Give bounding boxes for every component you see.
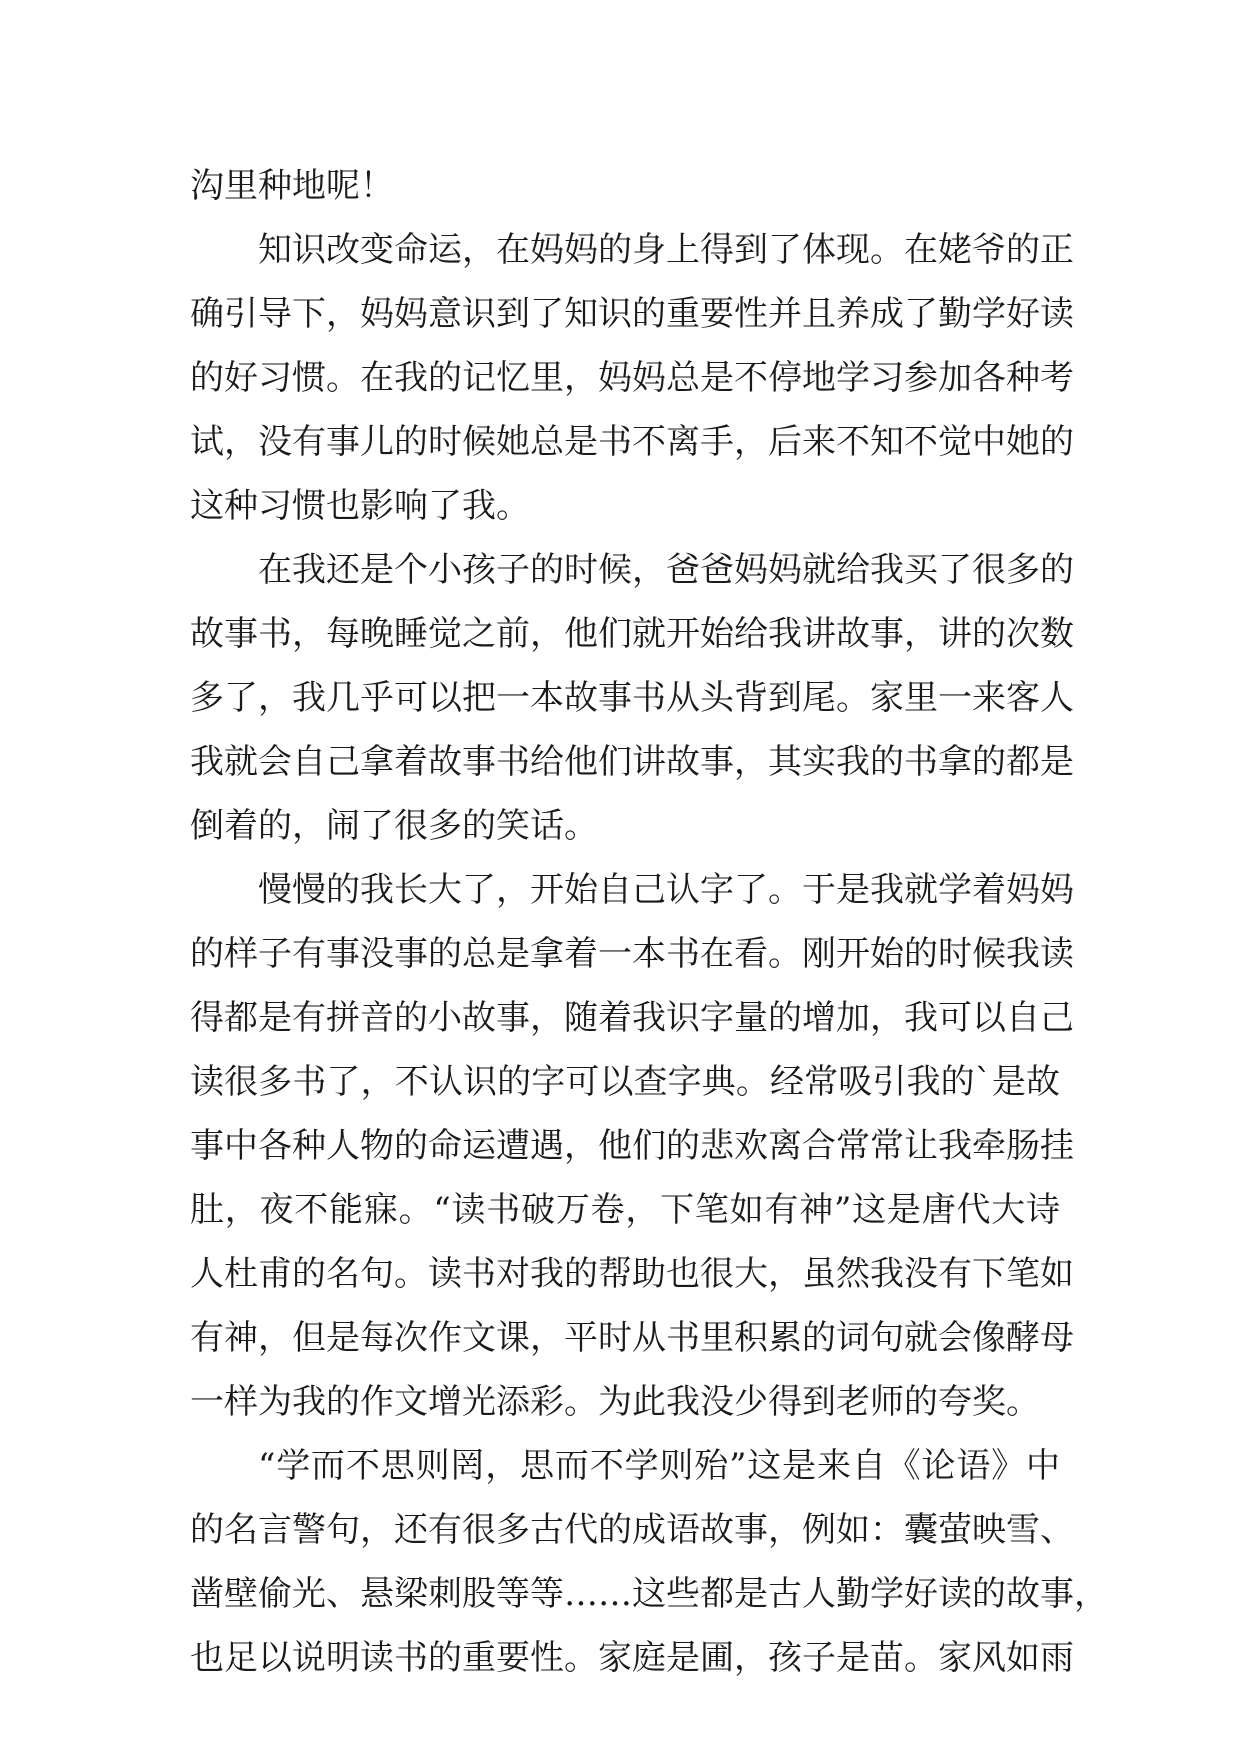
text-line: 我就会自己拿着故事书给他们讲故事，其实我的书拿的都是	[190, 742, 1074, 782]
text-line: 慢慢的我长大了，开始自己认字了。于是我就学着妈妈	[258, 870, 1074, 910]
text-line: 这种习惯也影响了我。	[190, 486, 530, 526]
text-line: “学而不思则罔，思而不学则殆”这是来自《论语》中	[258, 1446, 1060, 1486]
text-line: 肚，夜不能寐。“读书破万卷，下笔如有神”这是唐代大诗	[190, 1190, 1060, 1230]
text-line: 确引导下，妈妈意识到了知识的重要性并且养成了勤学好读	[190, 294, 1074, 334]
text-line: 读很多书了，不认识的字可以查字典。经常吸引我的`是故	[190, 1062, 1060, 1102]
text-line: 的名言警句，还有很多古代的成语故事，例如：囊萤映雪、	[190, 1510, 1074, 1550]
text-line: 事中各种人物的命运遭遇，他们的悲欢离合常常让我牵肠挂	[190, 1126, 1074, 1166]
text-line: 一样为我的作文增光添彩。为此我没少得到老师的夸奖。	[190, 1382, 1040, 1422]
text-line: 故事书，每晚睡觉之前，他们就开始给我讲故事，讲的次数	[190, 614, 1074, 654]
text-line: 倒着的，闹了很多的笑话。	[190, 806, 598, 846]
text-line: 多了，我几乎可以把一本故事书从头背到尾。家里一来客人	[190, 678, 1074, 718]
text-line: 人杜甫的名句。读书对我的帮助也很大，虽然我没有下笔如	[190, 1254, 1074, 1294]
text-line: 凿壁偷光、悬梁刺股等等……这些都是古人勤学好读的故事，	[190, 1574, 1108, 1614]
body-text	[190, 154, 1108, 1690]
text-line: 也足以说明读书的重要性。家庭是圃，孩子是苗。家风如雨	[190, 1638, 1074, 1678]
text-line: 的样子有事没事的总是拿着一本书在看。刚开始的时候我读	[190, 934, 1074, 974]
text-line: 在我还是个小孩子的时候，爸爸妈妈就给我买了很多的	[258, 550, 1074, 590]
text-line: 知识改变命运，在妈妈的身上得到了体现。在姥爷的正	[258, 230, 1074, 270]
text-line: 得都是有拼音的小故事，随着我识字量的增加，我可以自己	[190, 998, 1074, 1038]
text-line: 的好习惯。在我的记忆里，妈妈总是不停地学习参加各种考	[190, 358, 1074, 398]
text-line: 有神，但是每次作文课，平时从书里积累的词句就会像酵母	[190, 1318, 1074, 1358]
text-line: 沟里种地呢！	[190, 166, 394, 206]
text-line: 试，没有事儿的时候她总是书不离手，后来不知不觉中她的	[190, 422, 1074, 462]
